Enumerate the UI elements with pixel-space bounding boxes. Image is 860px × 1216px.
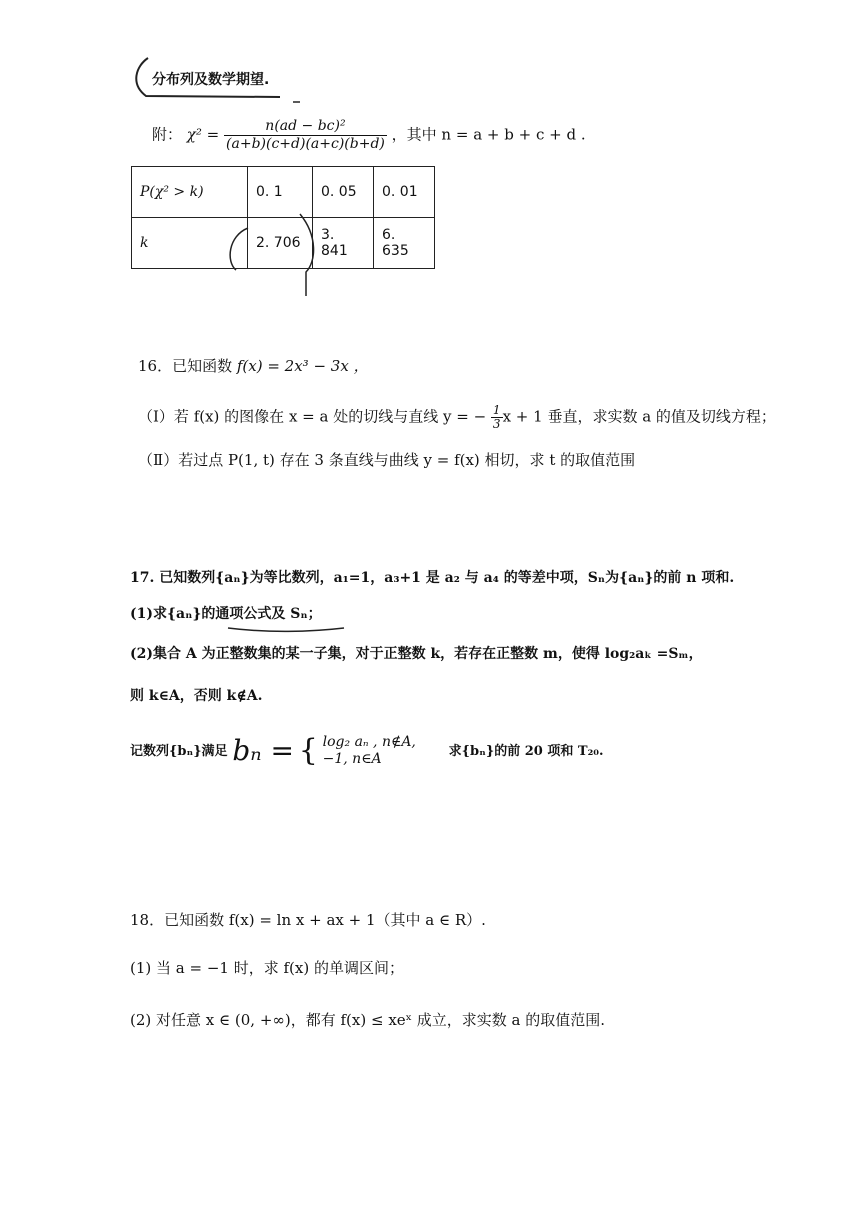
q17-define-suffix: 求{bₙ}的前 20 项和 T₂₀. (448, 744, 604, 759)
q16-stem-prefix: 16．已知函数 (138, 357, 237, 375)
q18-stem: 18．已知函数 f(x) = ln x + ax + 1（其中 a ∈ R）. (130, 911, 486, 929)
q16-stem-math: f(x) = 2x³ − 3x ， (236, 357, 369, 375)
q16-part1-b: x + 1 垂直，求实数 a 的值及切线方程； (502, 407, 776, 426)
table-cell: P(χ² > k) (132, 167, 248, 218)
q17-part2-line1: (2)集合 A 为正整数集的某一子集，对于正整数 k，若存在正整数 m，使得 log₂aₖ =Sₘ， (130, 646, 703, 662)
q17-case2: −1, n∈A (322, 751, 382, 767)
table-cell: 0. 05 (313, 167, 374, 218)
table-cell: 0. 1 (248, 167, 313, 218)
formula-prefix: 附： (152, 125, 183, 144)
q18-part1: (1) 当 a = −1 时，求 f(x) 的单调区间； (130, 959, 404, 977)
table-cell: 3. 841 (313, 218, 374, 269)
table-cell: 2. 706 (248, 218, 313, 269)
q16-frac-num: 1 (492, 403, 501, 417)
q16-stem (138, 356, 369, 376)
q17-part2-line2: 则 k∈A，否则 k∉A. (130, 688, 263, 704)
formula-lhs: χ² = (186, 125, 220, 144)
formula-numerator: n(ad − bc)² (224, 118, 387, 136)
chi-square-table (131, 166, 435, 269)
table-cell: k (132, 218, 248, 269)
table-row (132, 218, 435, 269)
q17-case1: log₂ aₙ , n∉A, (322, 734, 416, 750)
section-title: 分布列及数学期望. (152, 72, 270, 88)
q17-part1: (1)求{aₙ}的通项公式及 Sₙ； (130, 606, 322, 622)
q16-frac-den: 3 (492, 417, 501, 431)
q17-bn-symbol: bₙ = (232, 734, 294, 767)
q17-definition (130, 730, 604, 772)
q17-brace: { (298, 733, 318, 768)
q18-part2: (2) 对任意 x ∈ (0, +∞)，都有 f(x) ≤ xeˣ 成立，求实数 a 的取值范围. (130, 1011, 606, 1029)
formula-denominator: (a+b)(c+d)(a+c)(b+d) (226, 136, 385, 152)
q16-part1-a: （Ⅰ）若 f(x) 的图像在 x = a 处的切线与直线 y = − (138, 407, 487, 426)
q17-define-prefix: 记数列{bₙ}满足 (130, 744, 228, 759)
q17-stem: 17. 已知数列{aₙ}为等比数列，a₁=1，a₃+1 是 a₂ 与 a₄ 的等差中项，Sₙ为{aₙ}的前 n 项和. (130, 570, 735, 586)
table-cell: 0. 01 (374, 167, 435, 218)
formula-suffix: ，其中 n = a + b + c + d . (391, 125, 586, 144)
q16-part2: （Ⅱ）若过点 P(1, t) 存在 3 条直线与曲线 y = f(x) 相切，求 t 的取值范围 (138, 451, 636, 469)
chi-square-formula (152, 118, 586, 153)
table-row (132, 167, 435, 218)
table-cell: 6. 635 (374, 218, 435, 269)
q16-part1-fraction (491, 404, 503, 431)
q16-part1 (138, 404, 776, 431)
formula-fraction (224, 118, 387, 153)
pen-underline-q17 (228, 628, 344, 631)
q17-cases (323, 734, 416, 768)
